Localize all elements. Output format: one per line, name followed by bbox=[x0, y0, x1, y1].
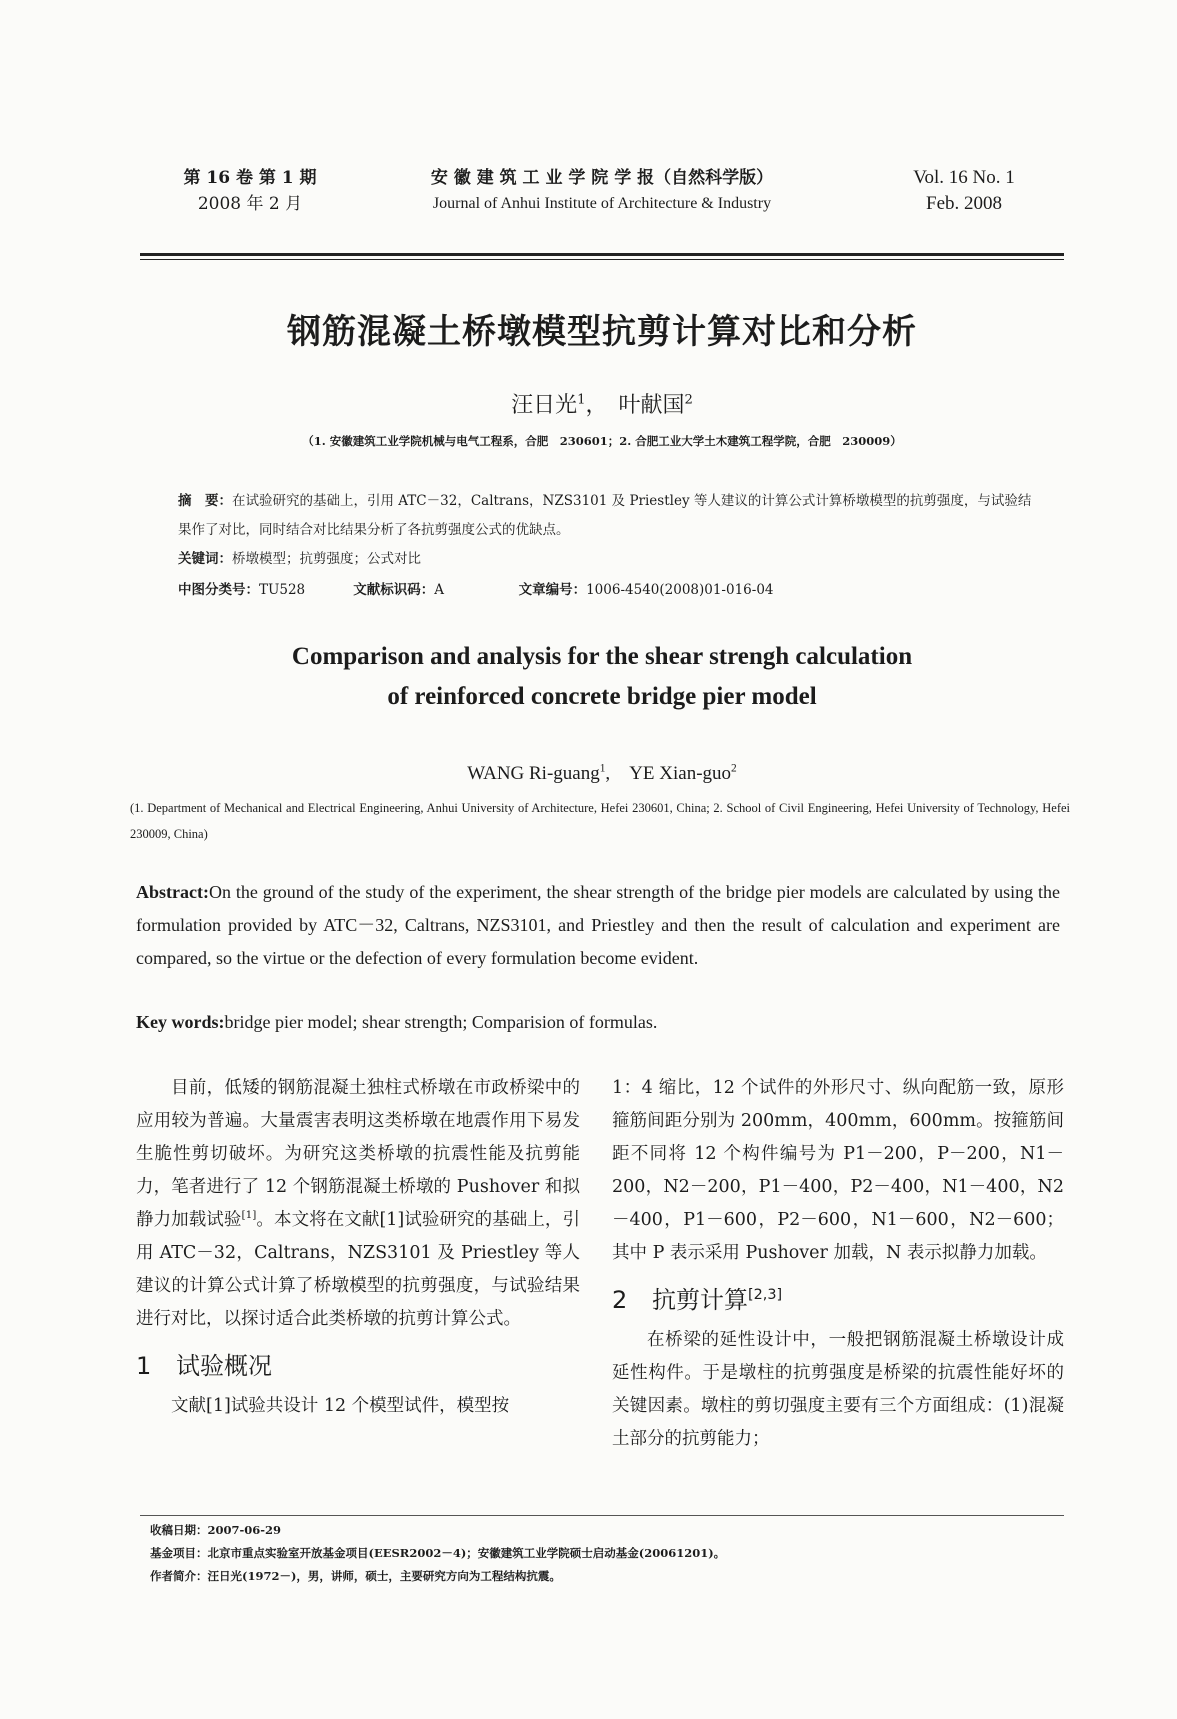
author-2-en-mark: 2 bbox=[731, 762, 737, 775]
author-2-mark: 2 bbox=[684, 392, 693, 408]
keywords-en-text: bridge pier model; shear strength; Comparision of formulas. bbox=[224, 1012, 658, 1032]
author-1-en: WANG Ri-guang bbox=[467, 763, 600, 784]
doc-code-label: 文献标识码： bbox=[353, 582, 435, 598]
test-description-paragraph: 1：4 缩比，12 个试件的外形尺寸、纵向配筋一致，原形箍筋间距分别为 200mm，400mm，600mm。按箍筋间距不同将 12 个构件编号为 P1－200，P－200，N1－200，N2－200，P1－400，P2－400，N1－400，N2－400，P1－600，P2－600，N1－600，N2－600；其中 P 表示采用 Pushover 加载，N 表示拟静力加载。 bbox=[612, 1078, 1064, 1263]
abstract-en bbox=[136, 876, 1060, 975]
funding bbox=[150, 1542, 1060, 1565]
body-column-left bbox=[136, 1072, 580, 1423]
classification-line bbox=[178, 576, 1044, 605]
keywords-en bbox=[136, 1006, 1060, 1039]
running-header bbox=[140, 165, 1064, 225]
keywords-en-label: Key words: bbox=[136, 1012, 225, 1032]
intro-citation: [1] bbox=[241, 1209, 257, 1222]
author-2-en: YE Xian-guo bbox=[629, 763, 732, 784]
affiliation-cn: （1. 安徽建筑工业学院机械与电气工程系，合肥 230601；2. 合肥工业大学土木建筑工程学院，合肥 230009） bbox=[302, 434, 902, 448]
author-1-cn: 汪日光 bbox=[511, 393, 578, 418]
footnote-rule bbox=[140, 1515, 1064, 1516]
section-2-number: 2 bbox=[612, 1286, 628, 1314]
intro-paragraph bbox=[136, 1072, 580, 1336]
abstract-cn bbox=[178, 487, 1044, 545]
header-volume-en: Vol. 16 No. 1 bbox=[913, 167, 1015, 188]
received-date bbox=[150, 1519, 1060, 1542]
bio-value: 汪日光(1972－)，男，讲师，硕士，主要研究方向为工程结构抗震。 bbox=[207, 1569, 561, 1583]
abstract-en-text: On the ground of the study of the experiment, the shear strength of the bridge pier models are calculated by using the formulation provided by ATC－32, Caltrans, NZS3101, and Priestley and then the result of calculation and experiment are compared, so the virtue or the defection of every formulation become evident. bbox=[136, 882, 1060, 968]
author-1-en-mark: 1 bbox=[599, 762, 606, 775]
clc-value: TU528 bbox=[259, 582, 306, 598]
footnotes bbox=[150, 1519, 1060, 1588]
header-rule-thin bbox=[140, 259, 1064, 260]
abstract-en-label: Abstract: bbox=[136, 882, 209, 902]
section-1-paragraph: 文献[1]试验共设计 12 个模型试件，模型按 bbox=[171, 1396, 510, 1416]
affiliation-en: (1. Department of Mechanical and Electrical Engineering, Anhui University of Architecture, Hefei 230601, China; 2. School of Civil Engineering, Hefei University of Technology, Hefei 230009, China) bbox=[130, 801, 1070, 841]
authors-cn: 汪日光$^1$， 叶献国$^2$ bbox=[511, 392, 693, 418]
header-rule-thick bbox=[140, 253, 1064, 256]
author-1-mark: 1 bbox=[577, 392, 586, 408]
received-label: 收稿日期： bbox=[150, 1523, 208, 1537]
paper-title-en bbox=[140, 637, 1064, 717]
keywords-cn-label: 关键词： bbox=[178, 551, 232, 567]
funding-label: 基金项目： bbox=[150, 1546, 208, 1560]
header-vol-en bbox=[864, 165, 1064, 217]
authors-en: WANG Ri-guang$^1$, YE Xian-guo$^2$ bbox=[467, 762, 737, 784]
abstract-cn-label: 摘 要： bbox=[178, 493, 232, 509]
keywords-cn bbox=[178, 545, 1044, 574]
funding-value: 北京市重点实验室开放基金项目(EESR2002－4)；安徽建筑工业学院硕士启动基金(20061201)。 bbox=[207, 1546, 726, 1560]
section-2-heading bbox=[612, 1280, 1064, 1320]
bio-label: 作者简介： bbox=[150, 1569, 208, 1583]
header-journal bbox=[340, 165, 864, 217]
section-2-citation: [2,3] bbox=[748, 1287, 783, 1303]
header-date-en: Feb. 2008 bbox=[926, 193, 1002, 214]
section-2-title: 抗剪计算 bbox=[652, 1286, 748, 1314]
article-number-value: 1006-4540(2008)01-016-04 bbox=[586, 582, 774, 598]
intro-text-b: 。本文将在文献[1]试验研究的基础上，引用 ATC－32，Caltrans，NZS3101 及 Priestley 等人建议的计算公式计算了桥墩模型的抗剪强度，与试验结果进行对比，以探讨适合此类桥墩的抗剪计算公式。 bbox=[136, 1210, 581, 1329]
article-number-label: 文章编号： bbox=[518, 582, 587, 598]
doc-code-value: A bbox=[434, 582, 445, 598]
author-bio bbox=[150, 1565, 1060, 1588]
header-volume-issue: 第 16 卷 第 1 期 bbox=[183, 168, 317, 188]
clc-label: 中图分类号： bbox=[178, 582, 259, 598]
section-1-number: 1 bbox=[136, 1352, 152, 1380]
received-value: 2007-06-29 bbox=[207, 1523, 282, 1537]
paper-title-en-line1: Comparison and analysis for the shear strengh calculation bbox=[291, 643, 913, 670]
section-1-title: 试验概况 bbox=[176, 1352, 272, 1380]
section-1-heading bbox=[136, 1346, 580, 1386]
author-2-cn: 叶献国 bbox=[618, 393, 685, 418]
journal-name-en: Journal of Anhui Institute of Architecture & Industry bbox=[432, 195, 772, 212]
header-issue bbox=[160, 165, 340, 217]
abstract-cn-text: 在试验研究的基础上，引用 ATC－32，Caltrans，NZS3101 及 Priestley 等人建议的计算公式计算桥墩模型的抗剪强度，与试验结果作了对比，同时结合对比结果分析了各抗剪强度公式的优缺点。 bbox=[178, 493, 1032, 538]
paper-title-cn: 钢筋混凝土桥墩模型抗剪计算对比和分析 bbox=[287, 312, 917, 352]
paper-title-en-line2: of reinforced concrete bridge pier model bbox=[387, 683, 817, 710]
journal-name-cn: 安 徽 建 筑 工 业 学 院 学 报（自然科学版） bbox=[430, 168, 774, 188]
keywords-cn-text: 桥墩模型；抗剪强度；公式对比 bbox=[232, 551, 421, 567]
intro-text-a: 目前，低矮的钢筋混凝土独柱式桥墩在市政桥梁中的应用较为普遍。大量震害表明这类桥墩在地震作用下易发生脆性剪切破坏。为研究这类桥墩的抗震性能及抗剪能力，笔者进行了 12 个钢筋混凝土桥墩的 Pushover 和拟静力加载试验 bbox=[136, 1078, 580, 1230]
header-date-cn: 2008 年 2 月 bbox=[197, 194, 303, 214]
section-2-paragraph: 在桥梁的延性设计中，一般把钢筋混凝土桥墩设计成延性构件。于是墩柱的抗剪强度是桥梁的抗震性能好坏的关键因素。墩柱的剪切强度主要有三个方面组成：(1)混凝土部分的抗剪能力； bbox=[612, 1330, 1064, 1449]
body-column-right bbox=[612, 1072, 1064, 1456]
